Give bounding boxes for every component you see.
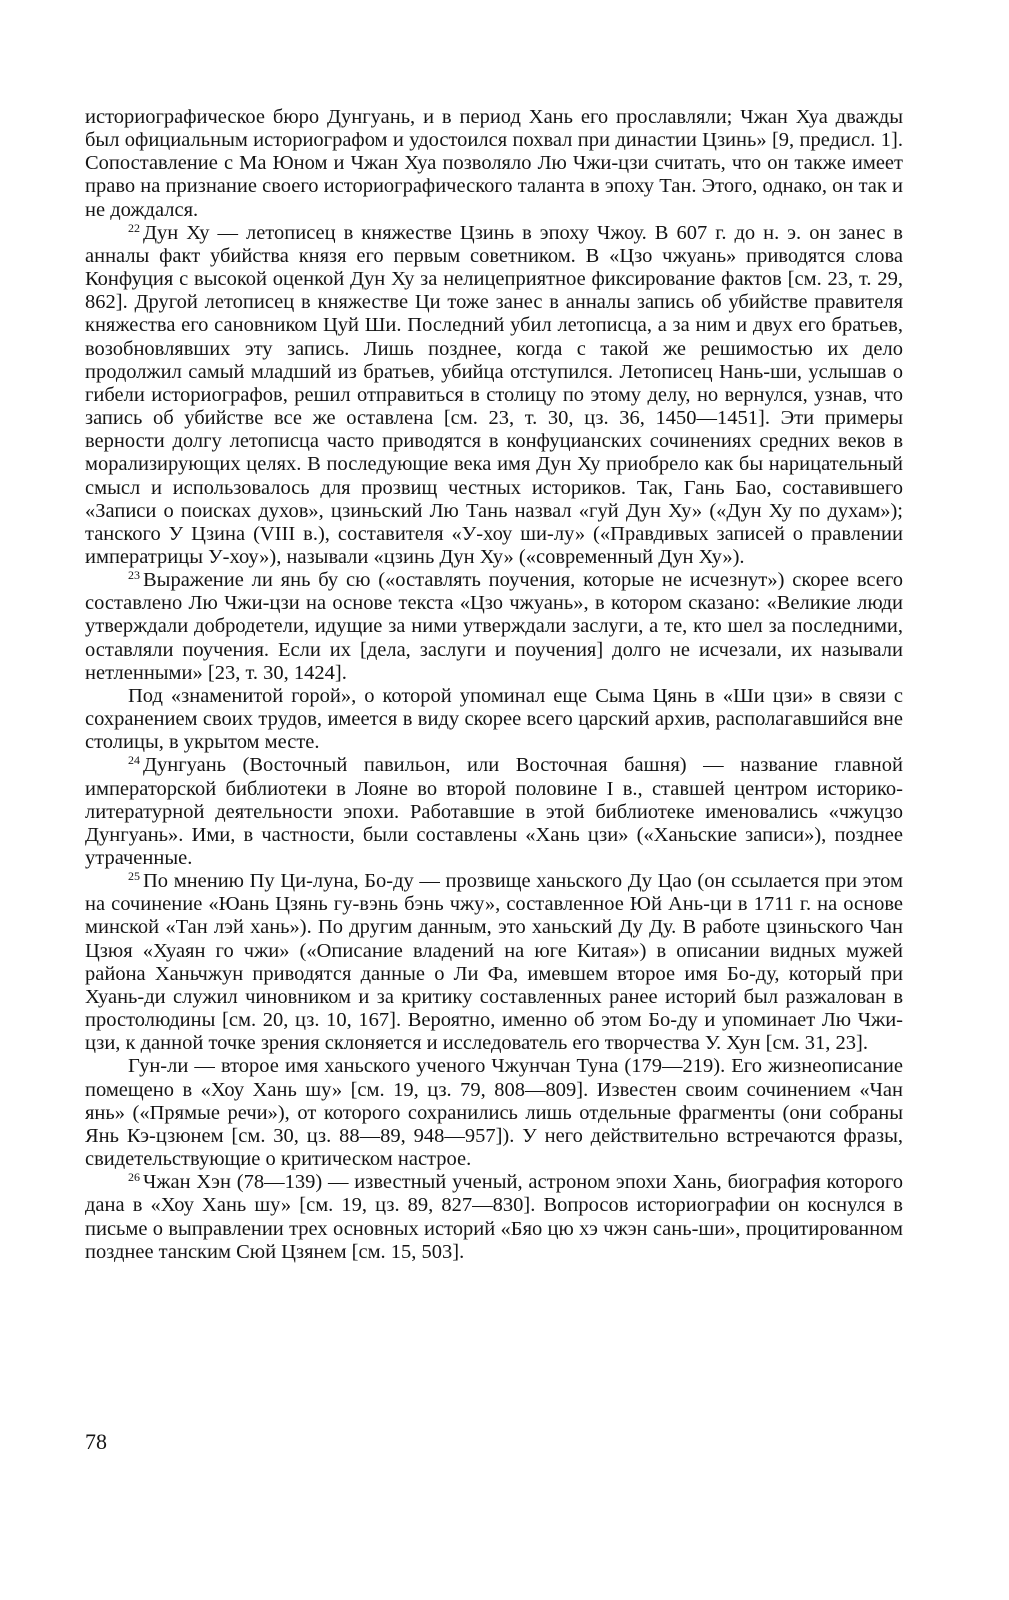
footnote-text: Чжан Хэн (78—139) — известный ученый, астроном эпохи Хань, биография которого дана в «Хоу Хань шу» [см. 19, цз. 89, 827—830]. Вопросов историографии он коснулся в письме о выправлении трех основных историй «Бяо цю хэ чжэн сань-ши», процитированном позднее танским Сюй Цзянем [см. 15, 503]. — [85, 1171, 903, 1263]
footnote-text: Дунгуань (Восточный павильон, или Восточная башня) — название главной императорской библиотеки в Лояне во второй половине I в., ставшей центром историко-литературной деятельности эпохи. Работавшие в этой библиотеке именовались «чжуцзо Дунгуань». Ими, в частности, были составлены «Хань цзи» («Ханьские записи»), позднее утраченные. — [85, 754, 903, 869]
footnote-number: 22 — [128, 220, 140, 235]
footnote-text: По мнению Пу Ци-луна, Бо-ду — прозвище ханьского Ду Цао (он ссылается при этом на сочинение «Юань Цзянь гу-вэнь бэнь чжу», составленное Юй Ань-ци в 1711 г. на основе минской «Тан лэй хань»). По другим данным, это ханьский Ду Ду. В работе цзиньского Чан Цзюя «Хуаян го чжи» («Описание владений на юге Китая») в описании видных мужей района Ханьчжун приводятся данные о Ли Фа, имевшем второе имя Бо-ду, который при Хуань-ди служил чиновником и за критику составленных ранее историй был разжалован в простолюдины [см. 20, цз. 10, 167]. Вероятно, именно об этом Бо-ду и упоминает Лю Чжи-цзи, к данной точке зрения склоняется и исследователь его творчества У. Хун [см. 31, 23]. — [85, 870, 903, 1055]
footnotes-text — [85, 106, 903, 1264]
footnote-number: 25 — [128, 869, 140, 884]
page-number: 78 — [85, 1429, 107, 1454]
footnote-text: Дун Ху — летописец в княжестве Цзинь в эпоху Чжоу. В 607 г. до н. э. он занес в анналы факт убийства князя его первым советником. В «Цзо чжуань» приводятся слова Конфуция с высокой оценкой Дун Ху за нелицеприятное фиксирование фактов [см. 23, т. 29, 862]. Другой летописец в княжестве Ци тоже занес в анналы запись об убийстве правителя княжества его сановником Цуй Ши. Последний убил летописца, а за ним и двух его братьев, возобновлявших эту запись. Лишь позднее, когда с такой же решимостью их дело продолжил самый младший из братьев, убийца отступился. Летописец Нань-ши, услышав о гибели историографов, решил отправиться в столицу по этому делу, но вернулся, узнав, что запись об убийстве все же оставлена [см. 23, т. 30, цз. 36, 1450—1451]. Эти примеры верности долгу летописца часто приводятся в конфуцианских сочинениях средних веков в морализирующих целях. В последующие века имя Дун Ху приобрело как бы нарицательный смысл и использовалось для прозвищ честных историков. Так, Гань Бао, составившего «Записи о поисках духов», цзиньский Лю Тань назвал «гуй Дун Ху» («Дун Ху по духам»); танского У Цзина (VIII в.), составителя «У-хоу ши-лу» («Правдивых записей о правлении императрицы У-хоу»), называли «цзинь Дун Ху» («современный Дун Ху»). — [85, 221, 903, 568]
footnote-text: историографическое бюро Дунгуань, и в период Хань его прославляли; Чжан Хуа дважды был официальным историографом и удостоился похвал при династии Цзинь» [9, предисл. 1]. Сопоставление с Ма Юном и Чжан Хуа позволяло Лю Чжи-цзи считать, что он также имеет право на признание своего историографического таланта в эпоху Тан. Этого, однако, он так и не дождался. — [85, 106, 903, 221]
footnote-paragraph — [85, 685, 903, 754]
footnote-text: Выражение ли янь бу сю («оставлять поучения, которые не исчезнут») скорее всего составлено Лю Чжи-цзи на основе текста «Цзо чжуань», в котором сказано: «Великие люди утверждали добродетели, идущие за ними утверждали заслуги, а те, кто шел за последними, оставляли поучения. Если их [дела, заслуги и поучения] долго не исчезали, их называли нетленными» [23, т. 30, 1424]. — [85, 569, 903, 684]
footnote-text: Гун-ли — второе имя ханьского ученого Чжунчан Туна (179—219). Его жизнеописание помещено в «Хоу Хань шу» [см. 19, цз. 79, 808—809]. Известен своим сочинением «Чан янь» («Прямые речи»), от которого сохранились лишь отдельные фрагменты (они собраны Янь Кэ-цзюнем [см. 30, цз. 88—89, 948—957]). У него действительно встречаются фразы, свидетельствующие о критическом настрое. — [85, 1055, 903, 1171]
footnote-number: 26 — [128, 1170, 140, 1185]
footnote-number: 23 — [128, 568, 140, 583]
footnote-paragraph — [85, 1171, 903, 1264]
footnote-paragraph — [85, 222, 903, 569]
footnote-number: 24 — [128, 753, 140, 768]
footnote-paragraph — [85, 870, 903, 1055]
footnote-paragraph — [85, 569, 903, 685]
footnote-text: Под «знаменитой горой», о которой упоминал еще Сыма Цянь в «Ши цзи» в связи с сохранением своих трудов, имеется в виду скорее всего царский архив, располагавшийся вне столицы, в укрытом месте. — [85, 684, 903, 754]
footnote-paragraph — [85, 1055, 903, 1171]
footnote-paragraph — [85, 106, 903, 222]
footnote-paragraph — [85, 754, 903, 870]
